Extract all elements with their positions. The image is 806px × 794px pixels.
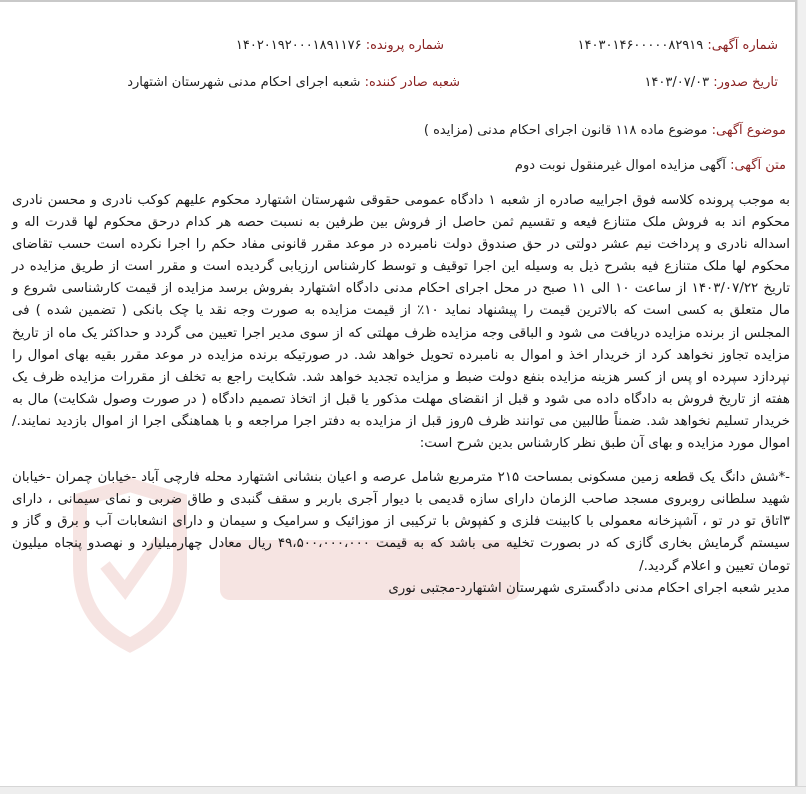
case-number-value: ۱۴۰۲۰۱۹۲۰۰۰۱۸۹۱۱۷۶ [235, 38, 362, 53]
text-label: متن آگهی: [730, 158, 786, 173]
horizontal-scrollbar[interactable] [0, 786, 806, 794]
body-paragraph: به موجب پرونده کلاسه فوق اجراییه صادره از شعبه ۱ دادگاه عمومی حقوقی شهرستان اشتهارد محکوم علیهم کوکب نادری و محسن نادری محکوم اند به فروش ملک متنازع فیعه و تقسیم ثمن حاصل از فروش بین طرفین به نسبت حصه هر کدام درحق محکوم لها قدرت اله و اسداله نادری و پرداخت نیم عشر دولتی در حق صندوق دولت نامبرده در موعد مقرر قانونی مفاد حکم را اجرا نکرده است حسب تقاضای محکوم لها ملک متنازع فیه بشرح ذیل به وسیله این اجرا توقیف و توسط کارشناس ارزیابی گردیده است و مقرر است از طریق مزایده در تاریخ ۱۴۰۳/۰۷/۲۲ از ساعت ۱۰ الی ۱۱ صبح در محل اجرای احکام مدنی دادگاه اشتهارد بفروش برسد مزایده از قیمت کارشناسی شروع و مال متعلق به کسی است که بالاترین قیمت را پیشنهاد نماید ۱۰٪ از قیمت مزایده به صورت وجه نقد یا چک بانکی ( تضمین شده ) فی المجلس از برنده مزایده دریافت می شود و الباقی وجه مزایده ظرف مهلتی که از سوی مدیر اجرا تعیین می گردد و حداکثر یک ماه از تاریخ مزایده تجاوز نخواهد کرد از خریدار اخذ و اموال به نامبرده تحویل خواهد شد. در صورتیکه برنده مزایده در موعد مقرر بقیه بهای اموال را نپردازد سپرده او پس از کسر هزینه مزایده بنفع دولت ضبط و مزایده تجدید خواهد شد. شکایت راجع به تخلف از مقررات مزایده ظرف یک هفته از تاریخ فروش به دادگاه داده می شود و قبل از انقضای مهلت مذکور یا قبل از اتخاذ تصمیم دادگاه ( در صورت وصول شکایت) مال به خریدار تسلیم نخواهد شد. ضمناً طالبین می توانند ظرف ۵روز قبل از مزایده به دفتر اجرا مراجعه و با هماهنگی اجرا از اموال بازدید نمایند./اموال مورد مزایده و بهای آن طبق نظر کارشناس بدین شرح است: [12, 193, 790, 452]
notice-number-label: شماره آگهی: [707, 38, 778, 53]
issuer [127, 74, 460, 92]
issuer-value: شعبه اجرای احکام مدنی شهرستان اشتهارد [127, 75, 361, 90]
subject-value: موضوع ماده ۱۱۸ قانون اجرای احکام مدنی (مزایده ) [423, 123, 708, 138]
issue-date-value: ۱۴۰۳/۰۷/۰۳ [644, 75, 710, 90]
issue-date [644, 74, 778, 92]
notice-number-value: ۱۴۰۳۰۱۴۶۰۰۰۰۰۸۲۹۱۹ [577, 38, 704, 53]
issue-date-label: تاریخ صدور: [713, 75, 778, 90]
notice-subject [424, 122, 786, 140]
subject-label: موضوع آگهی: [711, 123, 786, 138]
case-number-label: شماره پرونده: [365, 38, 444, 53]
text-value: آگهی مزایده اموال غیرمنقول نوبت دوم [514, 158, 726, 173]
notice-number [578, 37, 778, 55]
issuer-label: شعبه صادر کننده: [364, 75, 460, 90]
vertical-scrollbar[interactable] [797, 0, 806, 794]
signature: مدیر شعبه اجرای احکام مدنی دادگستری شهرستان اشتهارد-مجتبی نوری [388, 580, 790, 596]
body-paragraph-property: -*شش دانگ یک قطعه زمین مسکونی بمساحت ۲۱۵ مترمربع شامل عرصه و اعیان بنشانی اشتهارد محله فارچی آباد -خیابان چمران -خیابان شهید سلطانی روبروی مسجد صاحب الزمان دارای سازه قدیمی با دیوار آجری باربر و سقف گنبدی و طاق ضربی و نمای سیمانی ، دارای ۳اتاق تو در تو ، آشپزخانه معمولی با کابینت فلزی و کفپوش با ترکیبی از موزائیک و سرامیک و سیمان و دارای انشعابات آب و برق و گاز و سیستم گرمایش بخاری گازی که در بصورت تخلیه می باشد که به قیمت ۴۹،۵۰۰،۰۰۰،۰۰۰ ریال معادل چهارمیلیارد و نهصدو پنجاه میلیون تومان تعیین و اعلام گردید./ [12, 470, 790, 574]
paragraph-gap [12, 455, 790, 467]
case-number [236, 37, 444, 55]
notice-body [12, 190, 790, 600]
notice-text-title [515, 157, 786, 175]
